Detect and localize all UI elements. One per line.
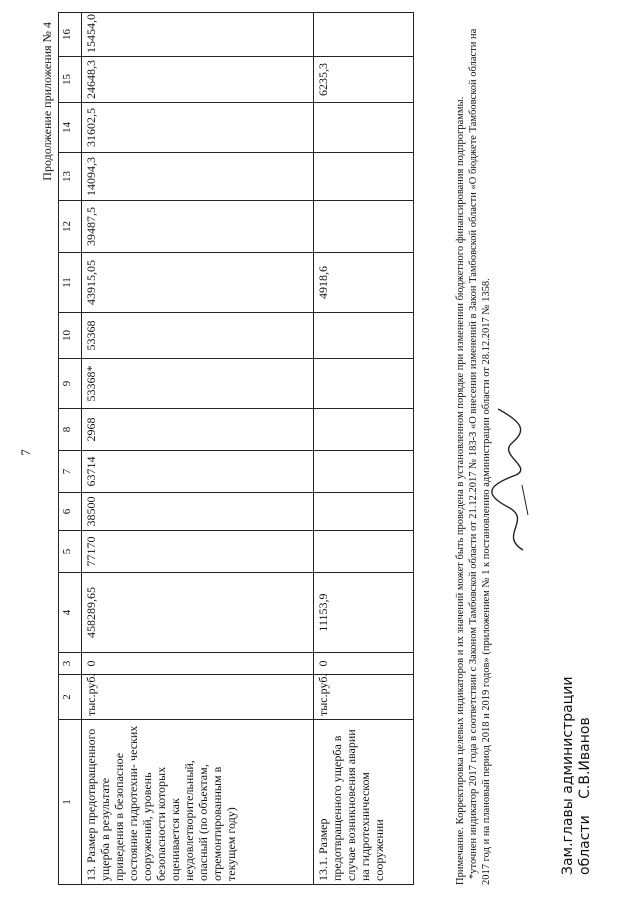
table-cell: 43915,05 <box>82 253 314 313</box>
table-cell <box>314 451 414 493</box>
indicator-name: 13. Размер предотвращенного ущерба в результате приведения в безопасное состояние гидротехни- ческих сооружений, уровень безопасности которых оценивается как неудовлетворительный, опасный (по объектам, отремонтированным в текущем году) <box>82 720 314 885</box>
column-header: 1 <box>59 720 82 885</box>
table-cell: 458289,65 <box>82 573 314 653</box>
table-row <box>314 13 414 885</box>
table-cell: 53368* <box>82 359 314 409</box>
column-header: 13 <box>59 153 82 201</box>
table-cell <box>314 201 414 253</box>
column-header: 6 <box>59 493 82 531</box>
page-number: 7 <box>18 449 33 456</box>
table-row <box>82 13 314 885</box>
column-header: 3 <box>59 653 82 675</box>
column-header: 14 <box>59 103 82 153</box>
table-cell: 0 <box>314 653 414 675</box>
table-cell: 6235,3 <box>314 57 414 103</box>
column-header: 12 <box>59 201 82 253</box>
signature-block <box>560 475 594 875</box>
footnote-text: *уточнен индикатор 2017 года в соответствии с Законом Тамбовской области от 21.12.2017 № 183-З «О внесении изменений в Закон Тамбовской области «О бюджете Тамбовской области на 2017 год и на плановый период 2018 и 2019 годов» (приложением № 1 к постановлению администрации области от 28.12.2017 № 1358. <box>468 28 492 885</box>
table-cell: 77170 <box>82 531 314 573</box>
table-cell <box>314 493 414 531</box>
table-cell <box>314 153 414 201</box>
column-header: 5 <box>59 531 82 573</box>
indicator-name: 13.1. Размер предотвращенного ущерба в случае возникновения аварии на гидротехническом сооружении <box>314 720 414 885</box>
table-cell: 14094,3 <box>82 153 314 201</box>
signatory-position: Зам.главы администрации <box>560 676 576 875</box>
table-cell-unit: тыс.руб. <box>314 675 414 720</box>
table-cell <box>314 531 414 573</box>
table-cell: 2968 <box>82 409 314 451</box>
signatory-name: С.В.Иванов <box>577 717 593 799</box>
column-header: 2 <box>59 675 82 720</box>
table-cell: 38500 <box>82 493 314 531</box>
table-cell-unit: тыс.руб. <box>82 675 314 720</box>
table-cell: 63714 <box>82 451 314 493</box>
column-header: 16 <box>59 13 82 57</box>
continuation-title: Продолжение приложения № 4 <box>40 22 54 181</box>
table-cell: 39487,5 <box>82 201 314 253</box>
table-cell <box>314 409 414 451</box>
signatory-region: области <box>577 815 593 875</box>
table-cell: 31602,5 <box>82 103 314 153</box>
table-cell <box>314 313 414 359</box>
table-cell: 53368 <box>82 313 314 359</box>
table-cell: 24648,3 <box>82 57 314 103</box>
column-header: 15 <box>59 57 82 103</box>
table-header-row <box>59 13 82 885</box>
column-header: 9 <box>59 359 82 409</box>
column-header: 8 <box>59 409 82 451</box>
table-cell: 11153,9 <box>314 573 414 653</box>
indicators-table <box>58 12 414 885</box>
table-cell: 0 <box>82 653 314 675</box>
signatory-line <box>577 475 594 875</box>
column-header: 4 <box>59 573 82 653</box>
table-cell <box>314 103 414 153</box>
table-cell: 15454,0 <box>82 13 314 57</box>
handwritten-signature <box>478 405 538 555</box>
column-header: 7 <box>59 451 82 493</box>
column-header: 11 <box>59 253 82 313</box>
column-header: 10 <box>59 313 82 359</box>
table-cell: 4918,6 <box>314 253 414 313</box>
table-cell <box>314 13 414 57</box>
table-cell <box>314 359 414 409</box>
note-text: Примечание. Корректировка целевых индикаторов и их значений может быть проведена в установленном порядке при изменении бюджетного финансирования подпрограммы. <box>455 96 466 885</box>
